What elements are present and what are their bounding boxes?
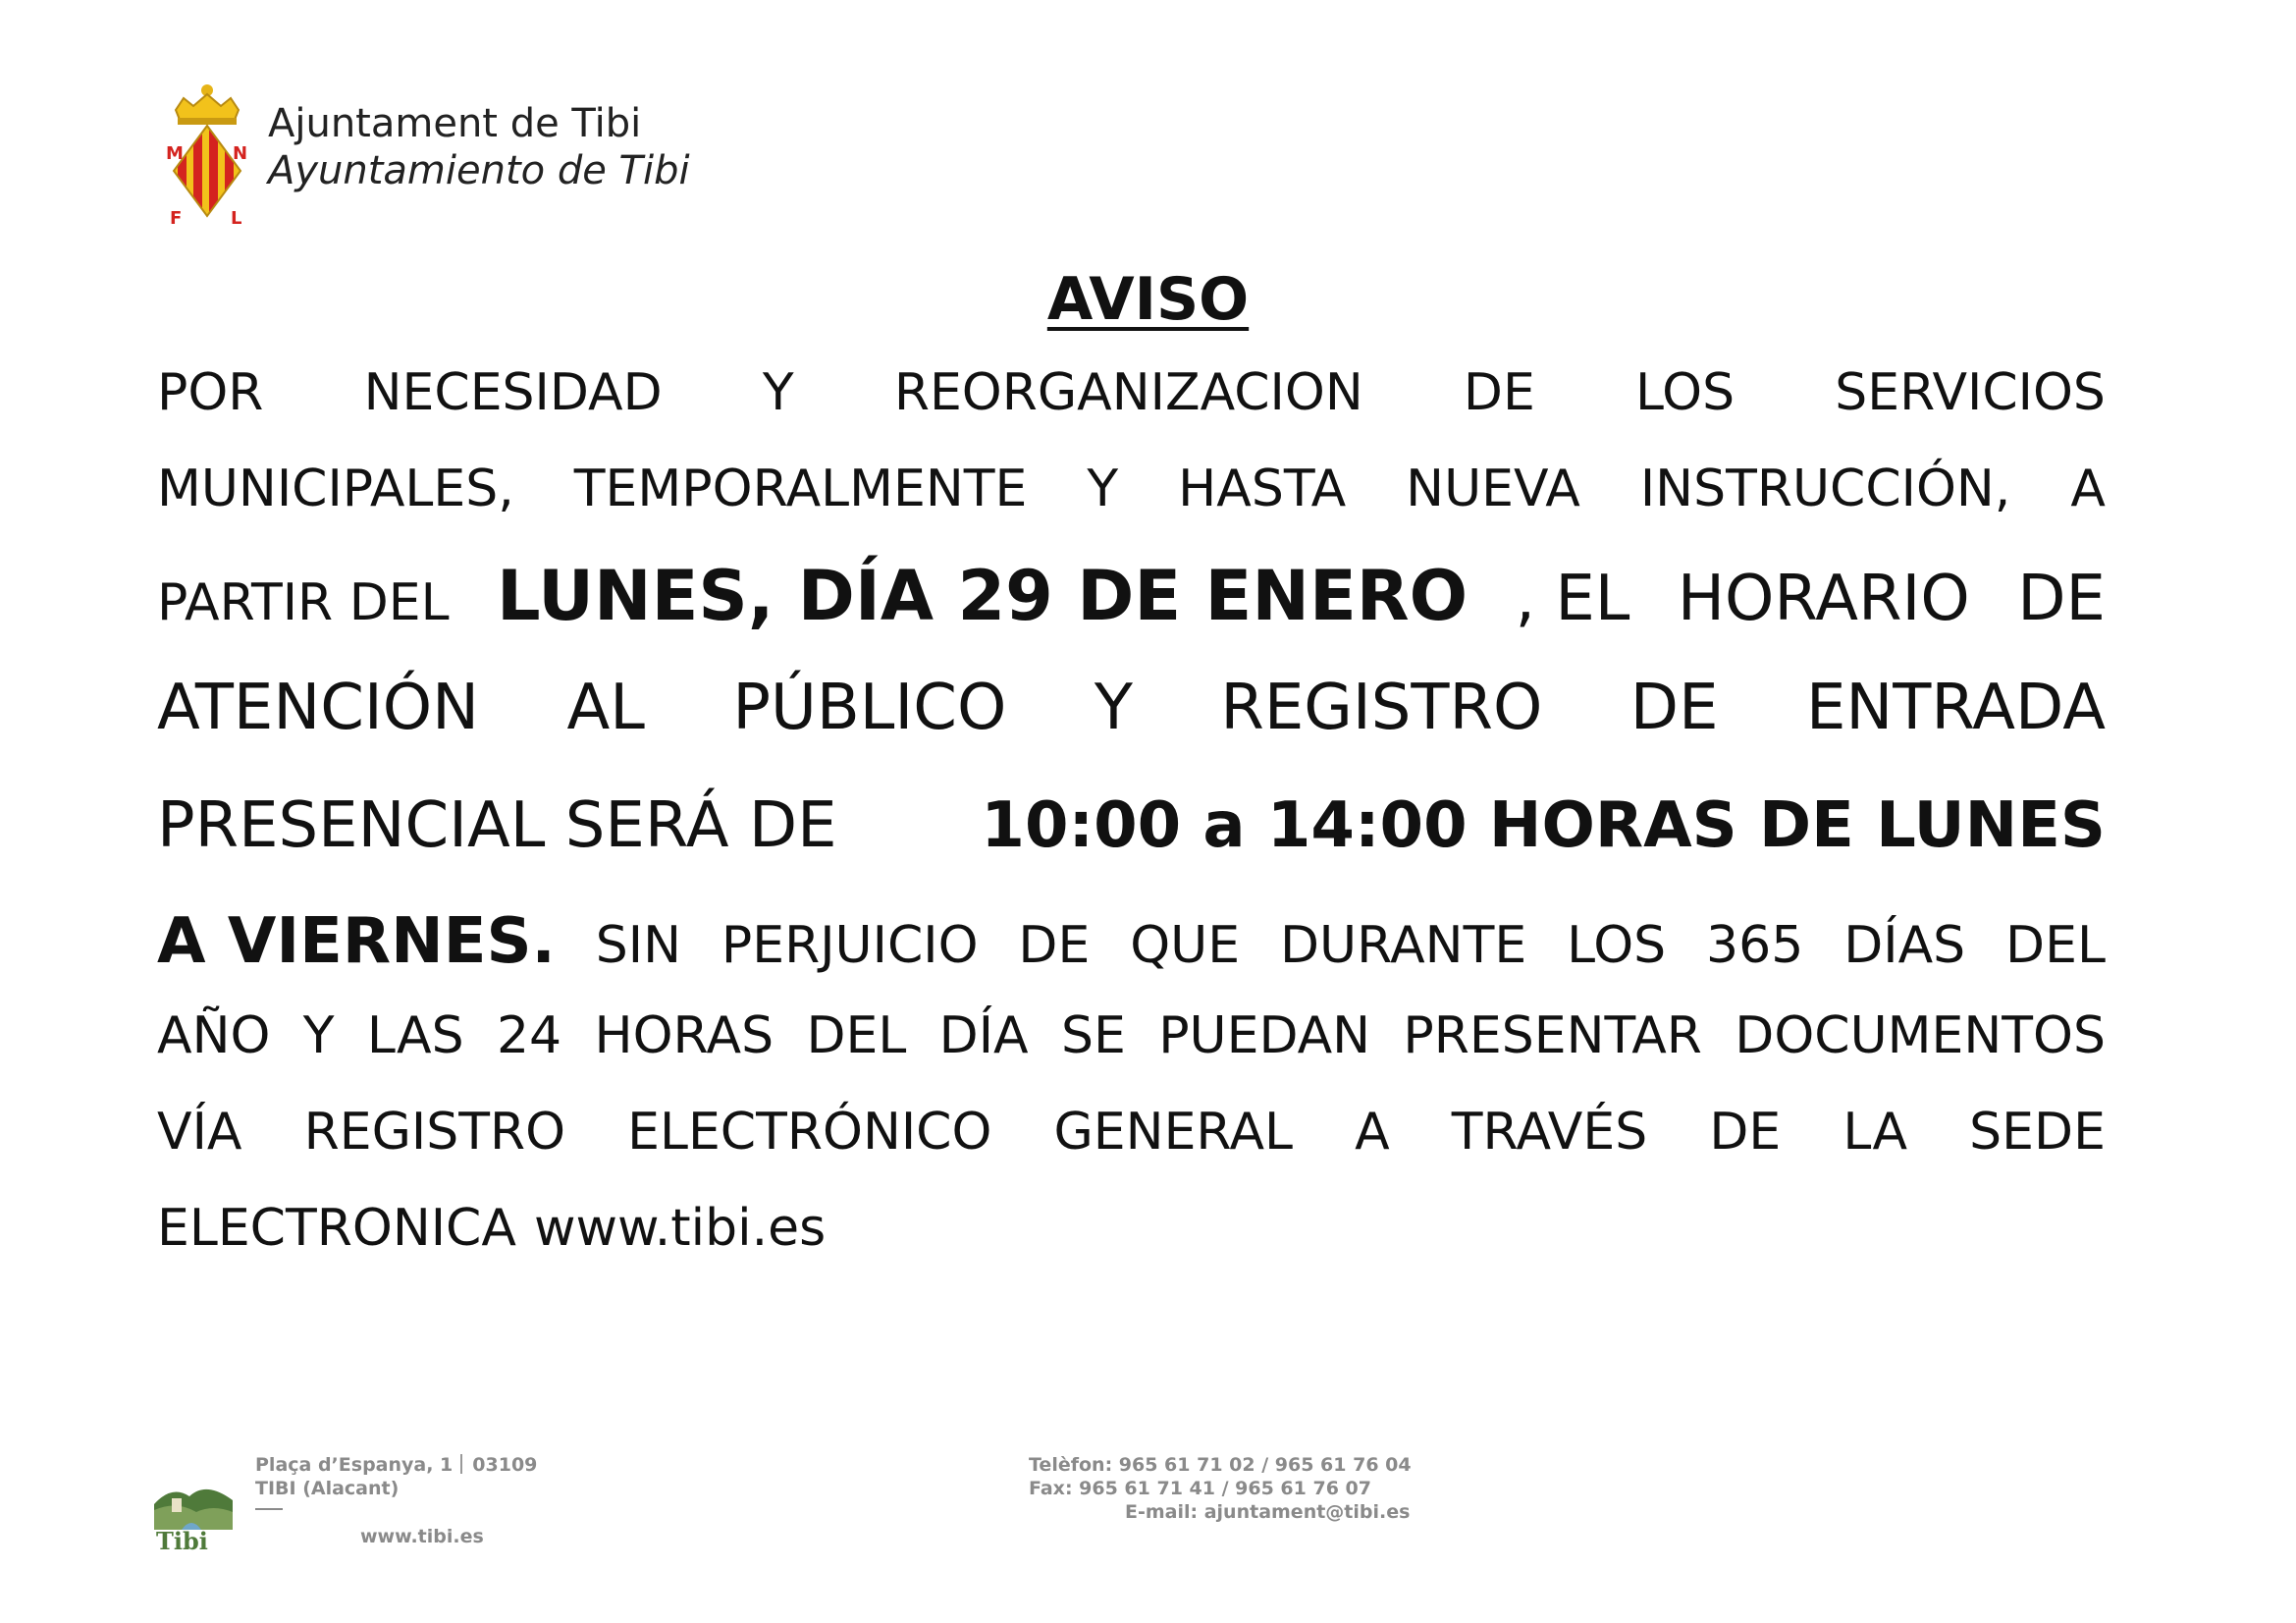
word: DE [2017, 563, 2106, 635]
notice-line-9 [157, 1199, 2106, 1295]
word: NUEVA [1406, 460, 1580, 518]
word: REGISTRO [1220, 672, 1543, 744]
word: DE [1463, 363, 1535, 422]
word: DE [1629, 672, 1719, 744]
word: DE [1018, 916, 1091, 975]
footer-contact [1029, 1453, 1412, 1524]
word: , EL [1515, 563, 1630, 635]
word: LA [1842, 1103, 1908, 1162]
footer-address [255, 1453, 537, 1500]
word: INSTRUCCIÓN, [1639, 460, 2011, 518]
footer-website[interactable]: www.tibi.es [360, 1526, 484, 1547]
footer-divider [255, 1508, 283, 1510]
word: TEMPORALMENTE [573, 460, 1028, 518]
word: 24 [496, 1006, 562, 1065]
word: POR [157, 363, 264, 422]
word: PERJUICIO [721, 916, 979, 975]
line3-lead: PARTIR DEL [157, 573, 450, 632]
word: PRESENTAR [1403, 1006, 1702, 1065]
logo-text: Tibi [156, 1527, 208, 1553]
address-street: Plaça d’Espanya, 1 [255, 1454, 454, 1476]
word: ELECTRÓNICO [627, 1103, 992, 1162]
line5-lead: PRESENCIAL SERÁ DE [157, 789, 837, 862]
word: PUEDAN [1158, 1006, 1371, 1065]
notice-line-4 [157, 672, 2106, 789]
address-town: TIBI (Alacant) [255, 1478, 400, 1499]
notice-line-3 [157, 556, 2106, 672]
notice-body [157, 363, 2106, 1295]
word: MUNICIPALES, [157, 460, 514, 518]
word: Y [302, 1006, 335, 1065]
word: REGISTRO [303, 1103, 566, 1162]
notice-line-7 [157, 1006, 2106, 1103]
word: ENTRADA [1805, 672, 2106, 744]
notice-line-6 [157, 905, 2106, 1006]
word: REORGANIZACION [893, 363, 1363, 422]
org-name-spanish: Ayuntamiento de Tibi [268, 148, 690, 193]
word: HORARIO [1677, 563, 1970, 635]
org-name-catalan: Ajuntament de Tibi [268, 101, 642, 146]
notice-line-1 [157, 363, 2106, 460]
notice-line-8 [157, 1103, 2106, 1199]
coat-letter-f: F [170, 208, 183, 228]
word: VÍA [157, 1103, 242, 1162]
word: DÍA [938, 1006, 1029, 1065]
word: NECESIDAD [363, 363, 663, 422]
word: DEL [806, 1006, 907, 1065]
word: DE [1709, 1103, 1782, 1162]
word: Y [762, 363, 794, 422]
footer [152, 1453, 1526, 1561]
website-link[interactable]: www.tibi.es [533, 1199, 827, 1258]
word: Y [1087, 460, 1119, 518]
notice-line-2 [157, 460, 2106, 556]
word: SEDE [1969, 1103, 2106, 1162]
word: AÑO [157, 1006, 271, 1065]
organization-name [268, 100, 690, 194]
word: DURANTE [1279, 916, 1527, 975]
word: DEL [2005, 916, 2106, 975]
word: SIN [595, 916, 681, 975]
word: A [1355, 1103, 1390, 1162]
word: AL [566, 672, 645, 744]
email-address[interactable]: E-mail: ajuntament@tibi.es [1125, 1501, 1411, 1523]
word: ATENCIÓN [157, 672, 480, 744]
word: HORAS [594, 1006, 774, 1065]
notice-line-5 [157, 789, 2106, 905]
word: LOS [1567, 916, 1667, 975]
tibi-landscape-logo-icon [152, 1465, 236, 1553]
postal-code: 03109 [472, 1454, 538, 1476]
word: Y [1094, 672, 1133, 744]
word: GENERAL [1053, 1103, 1293, 1162]
word: QUE [1130, 916, 1241, 975]
word: SERVICIOS [1835, 363, 2106, 422]
coat-letter-m: M [166, 143, 184, 164]
word: A [2070, 460, 2106, 518]
word: ELECTRONICA [157, 1199, 516, 1258]
coat-letter-n: N [233, 143, 248, 164]
address-separator [460, 1454, 462, 1474]
word: 365 [1706, 916, 1804, 975]
fax-number: Fax: 965 61 71 41 / 965 61 76 07 [1029, 1478, 1371, 1499]
word: TRAVÉS [1451, 1103, 1648, 1162]
coat-letter-l: L [231, 208, 242, 228]
coat-of-arms-icon [162, 81, 252, 228]
word: DOCUMENTOS [1735, 1006, 2106, 1065]
word: LAS [366, 1006, 464, 1065]
notice-title-wrap [0, 265, 2296, 334]
notice-title: AVISO [1046, 265, 1250, 334]
word: LOS [1635, 363, 1735, 422]
word: PÚBLICO [732, 672, 1007, 744]
phone-number: Telèfon: 965 61 71 02 / 965 61 76 04 [1029, 1454, 1412, 1476]
word: DÍAS [1843, 916, 1966, 975]
word: HASTA [1178, 460, 1347, 518]
office-hours: 10:00 a 14:00 HORAS DE LUNES [981, 789, 2106, 862]
word: SE [1060, 1006, 1126, 1065]
reopening-date: LUNES, DÍA 29 DE ENERO [497, 556, 1468, 636]
office-days: A VIERNES. [157, 905, 556, 978]
